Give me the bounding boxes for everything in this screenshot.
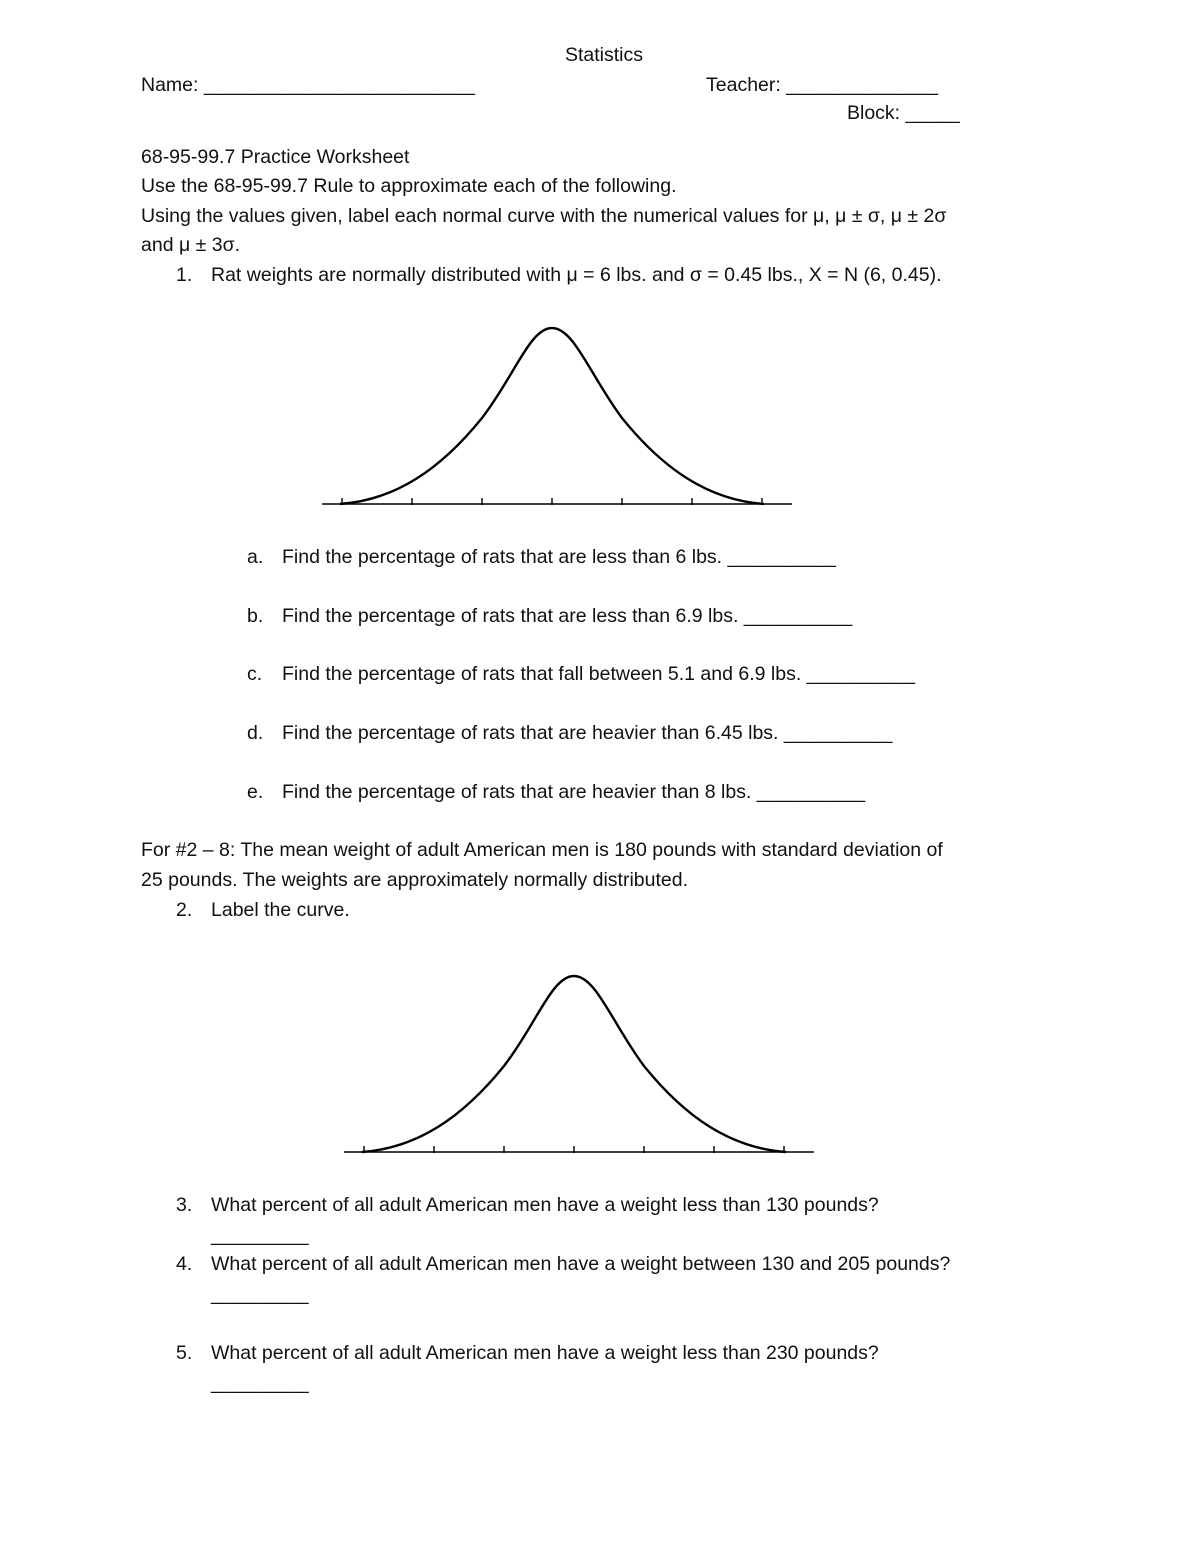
instruction-line: Using the values given, label each normal curve with the numerical values for μ, μ ± σ, μ ± 2σ — [141, 205, 947, 227]
bell-curve — [362, 976, 786, 1152]
bell-curve — [340, 328, 764, 504]
part-letter: a. — [247, 546, 264, 568]
answer-blank: _________ — [211, 1283, 309, 1305]
block-field-line: Block: _____ — [847, 102, 960, 124]
normal-curve-diagram — [342, 968, 822, 1158]
answer-blank: _________ — [211, 1224, 309, 1246]
question-text: What percent of all adult American men have a weight less than 130 pounds? — [211, 1194, 879, 1216]
part-letter: b. — [247, 605, 264, 627]
answer-blank: _________ — [211, 1372, 309, 1394]
part-letter: c. — [247, 663, 263, 685]
part-text: Find the percentage of rats that are heavier than 6.45 lbs. __________ — [282, 722, 893, 744]
part-letter: d. — [247, 722, 264, 744]
worksheet-title: 68-95-99.7 Practice Worksheet — [141, 146, 410, 168]
part-text: Find the percentage of rats that are heavier than 8 lbs. __________ — [282, 781, 866, 803]
question-number: 3. — [176, 1194, 193, 1216]
question-number: 4. — [176, 1253, 193, 1275]
question-number: 1. — [176, 264, 193, 286]
part-text: Find the percentage of rats that fall between 5.1 and 6.9 lbs. __________ — [282, 663, 916, 685]
section-intro: 25 pounds. The weights are approximately normally distributed. — [141, 869, 689, 891]
page-title: Statistics — [565, 44, 644, 66]
section-intro: For #2 – 8: The mean weight of adult American men is 180 pounds with standard deviation of — [141, 839, 943, 861]
question-text: What percent of all adult American men have a weight less than 230 pounds? — [211, 1342, 879, 1364]
question-number: 5. — [176, 1342, 193, 1364]
question-text: What percent of all adult American men have a weight between 130 and 205 pounds? — [211, 1253, 951, 1275]
question-text: Label the curve. — [211, 899, 350, 921]
instruction-line: and μ ± 3σ. — [141, 234, 241, 256]
name-field-line: Name: _________________________ — [141, 74, 475, 96]
normal-curve-diagram — [320, 320, 800, 510]
part-letter: e. — [247, 781, 264, 803]
question-text: Rat weights are normally distributed with μ = 6 lbs. and σ = 0.45 lbs., X = N (6, 0.45). — [211, 264, 942, 286]
teacher-field-line: Teacher: ______________ — [706, 74, 939, 96]
part-text: Find the percentage of rats that are less than 6.9 lbs. __________ — [282, 605, 853, 627]
question-number: 2. — [176, 899, 193, 921]
part-text: Find the percentage of rats that are less than 6 lbs. __________ — [282, 546, 836, 568]
instruction-line: Use the 68-95-99.7 Rule to approximate each of the following. — [141, 175, 677, 197]
